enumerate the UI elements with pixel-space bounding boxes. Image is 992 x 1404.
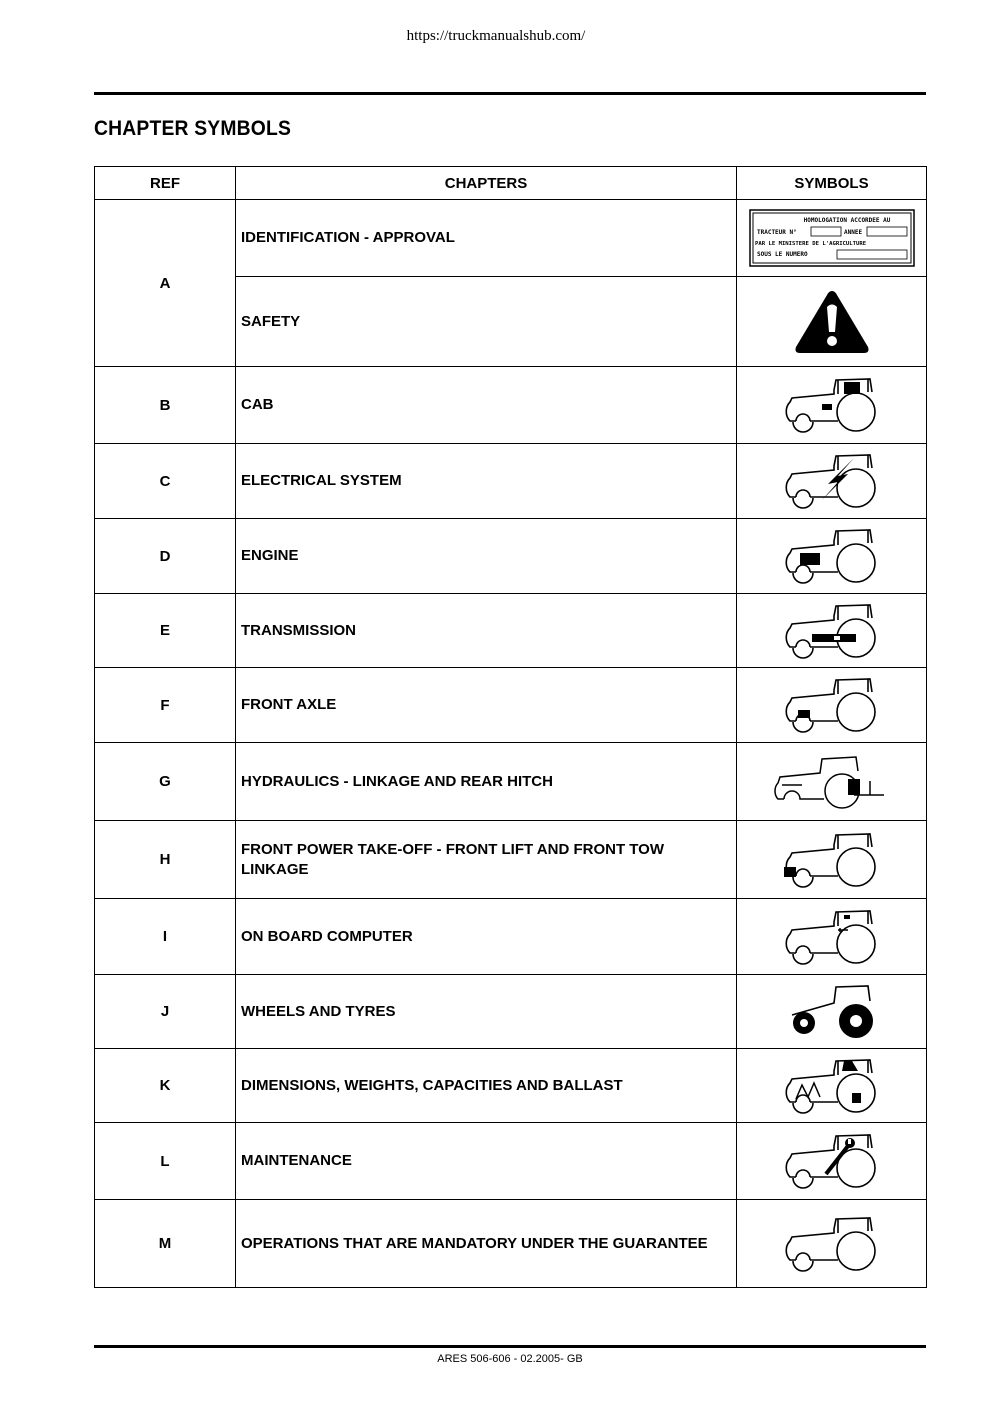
table-row [95,1123,927,1200]
chapter-cell: WHEELS AND TYRES [236,975,737,1049]
ref-cell: K [95,1049,236,1123]
ref-cell: A [95,200,236,367]
chapter-symbols-table [94,166,927,1288]
table-row [95,899,927,975]
chapter-cell: ON BOARD COMPUTER [236,899,737,975]
header-ref: REF [95,167,236,200]
plate-line-1: HOMOLOGATION ACCORDEE AU [803,217,890,224]
plate-line-4: PAR LE MINISTERE DE L'AGRICULTURE [754,241,866,247]
table-row [95,975,927,1049]
chapter-cell: ENGINE [236,519,737,594]
chapter-cell: FRONT AXLE [236,668,737,743]
tractor-transmission-icon [737,594,927,668]
warning-triangle-icon [737,277,927,367]
chapter-cell: OPERATIONS THAT ARE MANDATORY UNDER THE GUARANTEE [236,1200,737,1288]
top-rule [94,92,926,95]
table-row [95,1200,927,1288]
table-header-row [95,167,927,200]
source-url[interactable]: https://truckmanualshub.com/ [406,28,586,44]
chapter-cell: IDENTIFICATION - APPROVAL [236,200,737,277]
table-row [95,367,927,444]
ref-cell: E [95,594,236,668]
ref-cell: L [95,1123,236,1200]
chapter-cell: TRANSMISSION [236,594,737,668]
plate-line-3: ANNEE [843,229,862,236]
table-row [95,743,927,821]
ref-cell: G [95,743,236,821]
ref-cell: D [95,519,236,594]
tractor-wrench-icon [737,1123,927,1200]
chapter-cell: HYDRAULICS - LINKAGE AND REAR HITCH [236,743,737,821]
tractor-front-axle-icon [737,668,927,743]
chapter-cell: SAFETY [236,277,737,367]
page-title: CHAPTER SYMBOLS [94,117,292,140]
ref-cell: H [95,821,236,899]
ref-cell: F [95,668,236,743]
plate-line-2: TRACTEUR N° [756,229,797,236]
tractor-front-pto-icon [737,821,927,899]
tractor-outline-icon [737,1200,927,1288]
tractor-cab-icon [737,367,927,444]
table-row [95,594,927,668]
tractor-engine-icon [737,519,927,594]
table-row [95,668,927,743]
ref-cell: C [95,444,236,519]
tractor-hydraulics-icon [737,743,927,821]
chapter-cell: ELECTRICAL SYSTEM [236,444,737,519]
header-symbols: SYMBOLS [737,167,927,200]
approval-plate-icon [737,200,927,277]
chapter-cell: FRONT POWER TAKE-OFF - FRONT LIFT AND FRONT TOW LINKAGE [236,821,737,899]
header-chapters: CHAPTERS [236,167,737,200]
document-code: ARES 506-606 - 02.2005- GB [437,1353,583,1365]
tractor-lightning-icon [737,444,927,519]
tractor-wheels-icon [737,975,927,1049]
chapter-cell: CAB [236,367,737,444]
table-row [95,821,927,899]
plate-line-5: SOUS LE NUMERO [756,251,808,258]
table-row [95,200,927,277]
chapter-cell: DIMENSIONS, WEIGHTS, CAPACITIES AND BALLAST [236,1049,737,1123]
tractor-dimensions-icon [737,1049,927,1123]
table-row [95,519,927,594]
ref-cell: M [95,1200,236,1288]
ref-cell: B [95,367,236,444]
ref-cell: I [95,899,236,975]
ref-cell: J [95,975,236,1049]
bottom-rule [94,1345,926,1348]
table-row [95,1049,927,1123]
tractor-computer-icon [737,899,927,975]
chapter-cell: MAINTENANCE [236,1123,737,1200]
table-row [95,444,927,519]
